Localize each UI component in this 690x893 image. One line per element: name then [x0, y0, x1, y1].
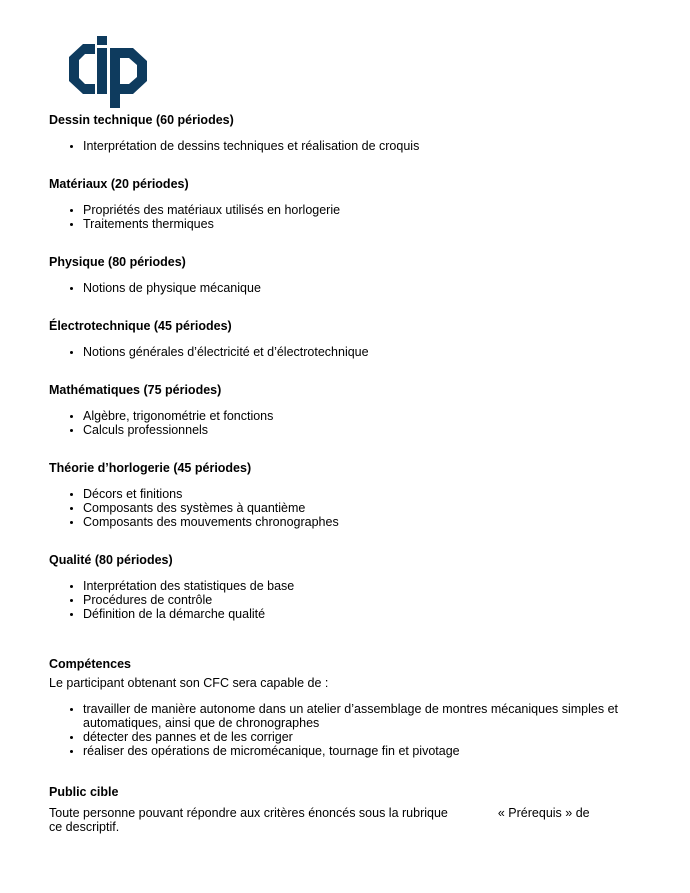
list-item: • Algèbre, trigonométrie et fonctions: [83, 409, 619, 423]
section-title: Dessin technique (60 périodes): [49, 113, 234, 127]
cip-logo: [55, 36, 151, 108]
course-section: [49, 319, 619, 359]
competences-title: Compétences: [49, 657, 131, 671]
section-title: Théorie d’horlogerie (45 périodes): [49, 461, 252, 475]
section-list: [49, 409, 619, 437]
document-body: [49, 113, 619, 645]
list-item: • Interprétation de dessins techniques et réalisation de croquis: [83, 139, 619, 153]
list-item: • Notions générales d’électricité et d’électrotechnique: [83, 345, 619, 359]
cip-logo-mark: [69, 36, 147, 108]
list-item: • Propriétés des matériaux utilisés en horlogerie: [83, 203, 619, 217]
course-section: [49, 383, 619, 437]
section-title: Matériaux (20 périodes): [49, 177, 189, 191]
section-title: Qualité (80 périodes): [49, 553, 173, 567]
public-section: [49, 785, 619, 834]
section-list: [49, 579, 619, 621]
list-item: • Composants des systèmes à quantième: [83, 501, 619, 515]
list-item: • Définition de la démarche qualité: [83, 607, 619, 621]
competence-item: • travailler de manière autonome dans un atelier d’assemblage de montres mécaniques simples et automatiques, ainsi que de chronographes: [83, 702, 619, 730]
section-list: [49, 487, 619, 529]
section-list: [49, 139, 619, 153]
public-text-part2: « Prérequis » de ce descriptif.: [49, 806, 590, 834]
competences-intro: Le participant obtenant son CFC sera capable de :: [49, 676, 329, 690]
list-item: • Notions de physique mécanique: [83, 281, 619, 295]
section-list: [49, 203, 619, 231]
public-title: Public cible: [49, 785, 119, 799]
list-item: • Interprétation des statistiques de base: [83, 579, 619, 593]
course-section: [49, 461, 619, 529]
course-section: [49, 553, 619, 621]
section-title: Mathématiques (75 périodes): [49, 383, 222, 397]
public-text-part1: Toute personne pouvant répondre aux critères énoncés sous la rubrique: [49, 806, 448, 820]
list-item: • Procédures de contrôle: [83, 593, 619, 607]
course-section: [49, 255, 619, 295]
competence-item: • réaliser des opérations de micromécanique, tournage fin et pivotage: [83, 744, 619, 758]
list-item: • Calculs professionnels: [83, 423, 619, 437]
list-item: • Décors et finitions: [83, 487, 619, 501]
section-title: Physique (80 périodes): [49, 255, 186, 269]
section-list: [49, 281, 619, 295]
list-item: • Composants des mouvements chronographes: [83, 515, 619, 529]
competences-section: [49, 657, 619, 758]
competence-item: • détecter des pannes et de les corriger: [83, 730, 619, 744]
course-section: [49, 177, 619, 231]
section-title: Électrotechnique (45 périodes): [49, 319, 232, 333]
list-item: • Traitements thermiques: [83, 217, 619, 231]
public-text: [49, 806, 597, 834]
course-section: [49, 113, 619, 153]
section-list: [49, 345, 619, 359]
competences-list: [49, 702, 619, 758]
